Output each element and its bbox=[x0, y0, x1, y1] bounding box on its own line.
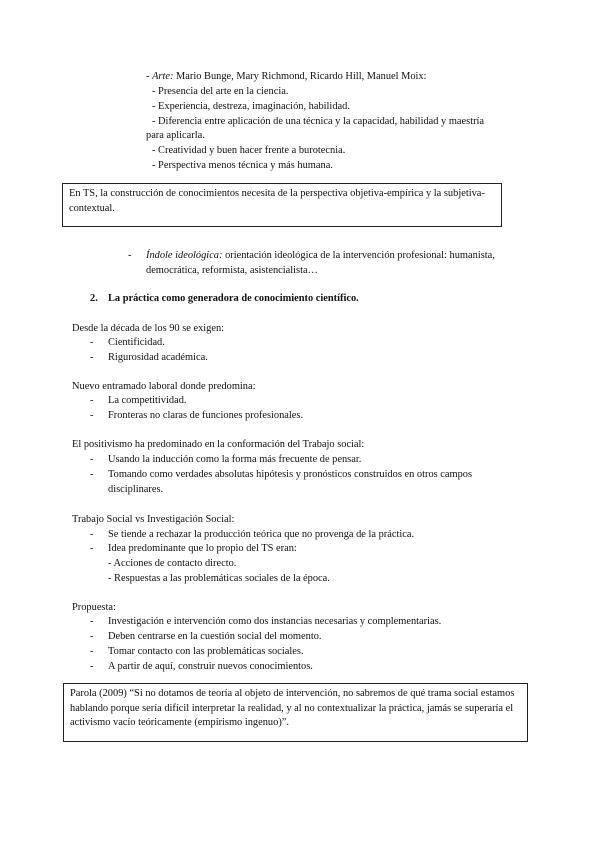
arte-item: - Presencia del arte en la ciencia. bbox=[152, 86, 289, 97]
list-bullet: - bbox=[90, 543, 94, 554]
list-item: Tomando como verdades absolutas hipótesis y pronósticos construidos en otros campos bbox=[108, 469, 473, 480]
list-item: Rigurosidad académica. bbox=[108, 352, 208, 363]
list-item: Deben centrarse en la cuestión social del momento. bbox=[108, 631, 322, 642]
section-number: 2. bbox=[90, 293, 98, 304]
callout-quote: Parola (2009) “Si no dotamos de teoría al objeto de intervención, no sabremos de qué trama social estamos hablando porque sería difícil interpretar la realidad, y al no contextualizar la práctica, jamás se superaría el activismo vacío teóricamente (empirismo ingenuo)”. bbox=[70, 688, 515, 728]
list-bullet: - bbox=[90, 410, 94, 421]
arte-label: Arte: bbox=[152, 71, 174, 82]
callout-box-parola bbox=[63, 683, 528, 742]
list-item-continuation: disciplinares. bbox=[108, 484, 164, 495]
list-item: Idea predominante que lo propio del TS eran: bbox=[108, 543, 297, 554]
list-bullet: - bbox=[90, 352, 94, 363]
arte-item: - Diferencia entre aplicación de una técnica y la capacidad, habilidad y maestría bbox=[152, 116, 485, 127]
block-intro: Desde la década de los 90 se exigen: bbox=[72, 323, 225, 334]
callout-text: En TS, la construcción de conocimientos necesita de la perspectiva objetiva-empírica y la subjetiva-contextual. bbox=[69, 188, 485, 214]
block-intro: Propuesta: bbox=[72, 602, 116, 613]
list-bullet: - bbox=[90, 661, 94, 672]
list-bullet: - bbox=[90, 337, 94, 348]
list-bullet: - bbox=[90, 454, 94, 465]
list-bullet: - bbox=[90, 469, 94, 480]
block-intro: Nuevo entramado laboral donde predomina: bbox=[72, 381, 256, 392]
indole-label: Índole ideológica: bbox=[146, 250, 223, 261]
arte-item-continuation: para aplicarla. bbox=[146, 130, 205, 141]
list-item: Investigación e intervención como dos instancias necesarias y complementarias. bbox=[108, 616, 442, 627]
indole-line-2: democrática, reformista, asistencialista… bbox=[146, 265, 318, 276]
list-bullet: - bbox=[90, 631, 94, 642]
list-item: Cientificidad. bbox=[108, 337, 165, 348]
sub-list-item: - Acciones de contacto directo. bbox=[108, 558, 237, 569]
list-bullet: - bbox=[90, 646, 94, 657]
indole-text: orientación ideológica de la intervención profesional: humanista, bbox=[222, 250, 495, 261]
section-title: La práctica como generadora de conocimiento científico. bbox=[108, 293, 359, 304]
list-bullet: - bbox=[90, 395, 94, 406]
indole-line bbox=[146, 249, 495, 264]
list-item: Se tiende a rechazar la producción teórica que no provenga de la práctica. bbox=[108, 529, 415, 540]
list-item: Tomar contacto con las problemáticas sociales. bbox=[108, 646, 304, 657]
list-item: La competitividad. bbox=[108, 395, 187, 406]
sub-list-item: - Respuestas a las problemáticas sociales de la época. bbox=[108, 573, 330, 584]
list-item: Usando la inducción como la forma más frecuente de pensar. bbox=[108, 454, 362, 465]
block-intro: El positivismo ha predominado en la conformación del Trabajo social: bbox=[72, 439, 365, 450]
list-bullet: - bbox=[90, 616, 94, 627]
arte-authors: Mario Bunge, Mary Richmond, Ricardo Hill, Manuel Moix: bbox=[173, 71, 427, 82]
list-item: Fronteras no claras de funciones profesionales. bbox=[108, 410, 304, 421]
list-item: A partir de aquí, construir nuevos conocimientos. bbox=[108, 661, 313, 672]
arte-heading: - Arte: Mario Bunge, Mary Richmond, Ricardo Hill, Manuel Moix: bbox=[146, 71, 427, 82]
list-bullet: - bbox=[90, 529, 94, 540]
list-bullet: - bbox=[128, 250, 132, 261]
arte-item: - Creatividad y buen hacer frente a burotecnia. bbox=[152, 145, 346, 156]
block-intro: Trabajo Social vs Investigación Social: bbox=[72, 514, 235, 525]
arte-item: - Perspectiva menos técnica y más humana. bbox=[152, 160, 333, 171]
callout-box-construccion bbox=[62, 183, 502, 227]
arte-item: - Experiencia, destreza, imaginación, habilidad. bbox=[152, 101, 350, 112]
